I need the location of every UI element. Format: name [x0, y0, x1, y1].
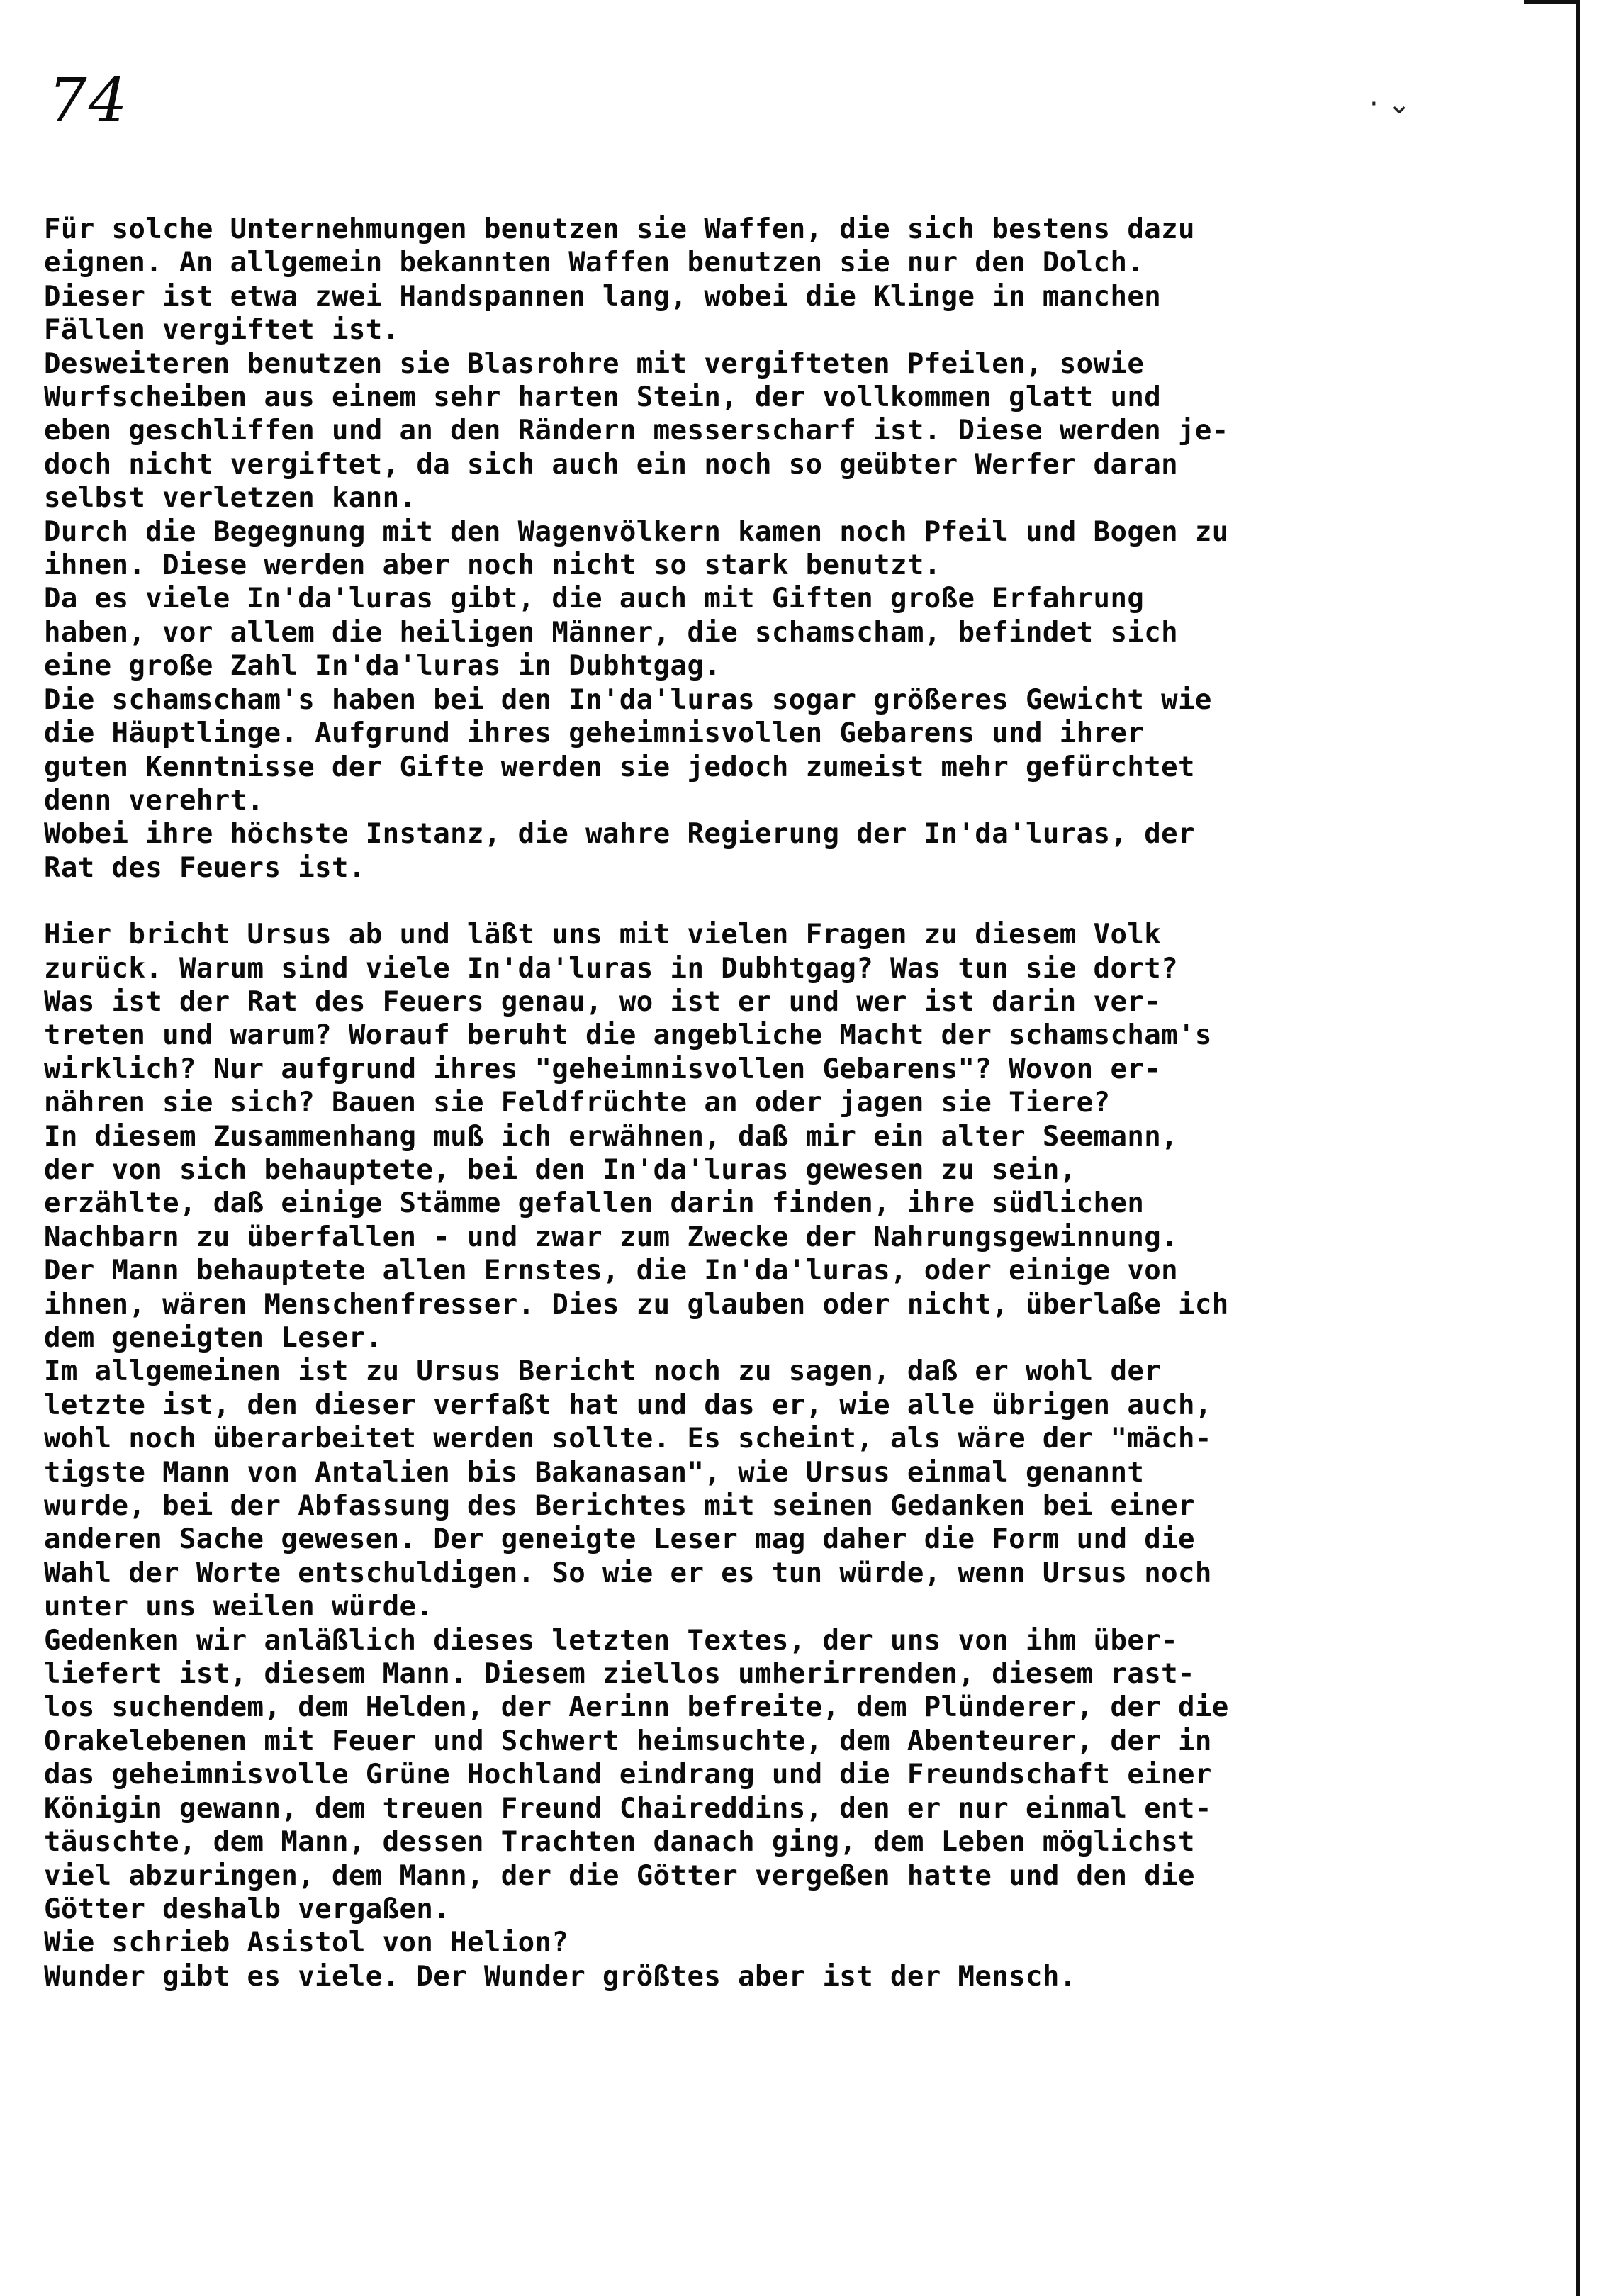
paragraph: Wie schrieb Asistol von Helion?	[44, 1927, 569, 1959]
binder-edge-line	[1576, 0, 1580, 2296]
paragraph: Wunder gibt es viele. Der Wunder größtes aber ist der Mensch.	[44, 1960, 1077, 1993]
binder-edge-mark	[1524, 0, 1578, 4]
paragraph: Die schamscham's haben bei den In'da'luras sogar größeres Gewicht wie die Häuptlinge. Aufgrund ihres geheimnisvollen Gebarens und ihrer guten Kenntnisse der Gifte werden sie jedoch zumeist mehr gefürchtet denn verehrt.	[44, 683, 1212, 817]
paragraph: In diesem Zusammenhang muß ich erwähnen, daß mir ein alter Seemann, der von sich behauptete, bei den In'da'luras gewesen zu sein, erzählte, daß einige Stämme gefallen darin finden, ihre südlichen Nachbarn zu überfallen - und zwar zum Zwecke der Nahrungsgewinnung. Der Mann behauptete allen Ernstes, die In'da'luras, oder einige von ihnen, wären Menschenfresser. Dies zu glauben oder nicht, überlaße ich dem geneigten Leser.	[44, 1120, 1229, 1354]
paragraph: Für solche Unternehmungen benutzen sie Waffen, die sich bestens dazu eignen. An allgemein bekannten Waffen benutzen sie nur den Dolch. Dieser ist etwa zwei Handspannen lang, wobei die Klinge in manchen Fällen vergiftet ist.	[44, 213, 1195, 347]
paragraph: Durch die Begegnung mit den Wagenvölkern kamen noch Pfeil und Bogen zu ihnen. Diese werden aber noch nicht so stark benutzt.	[44, 515, 1229, 582]
paragraph: Hier bricht Ursus ab und läßt uns mit vielen Fragen zu diesem Volk zurück. Warum sind viele In'da'luras in Dubhtgag? Was tun sie dort? Was ist der Rat des Feuers genau, wo ist er und wer ist darin ver- treten und warum? Worauf beruht die angebliche Macht der schamscham's wirklich? Nur aufgrund ihres "geheimnisvollen Gebarens"? Wovon er- nähren sie sich? Bauen sie Feldfrüchte an oder jagen sie Tiere?	[44, 919, 1212, 1119]
paragraph: Desweiteren benutzen sie Blasrohre mit vergifteten Pfeilen, sowie Wurfscheiben aus einem sehr harten Stein, der vollkommen glatt und eben geschliffen und an den Rändern messerscharf ist. Diese werden je- doch nicht vergiftet, da sich auch ein noch so geübter Werfer daran selbst verletzen kann.	[44, 347, 1229, 515]
page-number: 74	[48, 65, 129, 136]
paragraph: Im allgemeinen ist zu Ursus Bericht noch zu sagen, daß er wohl der letzte ist, den dieser verfaßt hat und das er, wie alle übrigen auch, wohl noch überarbeitet werden sollte. Es scheint, als wäre der "mäch- tigste Mann von Antalien bis Bakanasan", wie Ursus einmal genannt wurde, bei der Abfassung des Berichtes mit seinen Gedanken bei einer anderen Sache gewesen. Der geneigte Leser mag daher die Form und die Wahl der Worte entschuldigen. So wie er es tun würde, wenn Ursus noch unter uns weilen würde.	[44, 1355, 1212, 1623]
paragraph-gap	[44, 885, 1462, 918]
paragraph: Wobei ihre höchste Instanz, die wahre Regierung der In'da'luras, der Rat des Feuers ist.	[44, 818, 1195, 884]
corner-mark: · ⌄	[1369, 88, 1411, 121]
body-text	[44, 213, 1462, 1993]
paragraph: Da es viele In'da'luras gibt, die auch mit Giften große Erfahrung haben, vor allem die heiligen Männer, die schamscham, befindet sich eine große Zahl In'da'luras in Dubhtgag.	[44, 583, 1178, 683]
paragraph: Gedenken wir anläßlich dieses letzten Textes, der uns von ihm über- liefert ist, diesem Mann. Diesem ziellos umherirrenden, diesem rast- los suchendem, dem Helden, der Aerinn befreite, dem Plünderer, der die Orakelebenen mit Feuer und Schwert heimsuchte, dem Abenteurer, der in das geheimnisvolle Grüne Hochland eindrang und die Freundschaft einer Königin gewann, dem treuen Freund Chaireddins, den er nur einmal ent- täuschte, dem Mann, dessen Trachten danach ging, dem Leben möglichst viel abzuringen, dem Mann, der die Götter vergeßen hatte und den die Götter deshalb vergaßen.	[44, 1624, 1229, 1925]
